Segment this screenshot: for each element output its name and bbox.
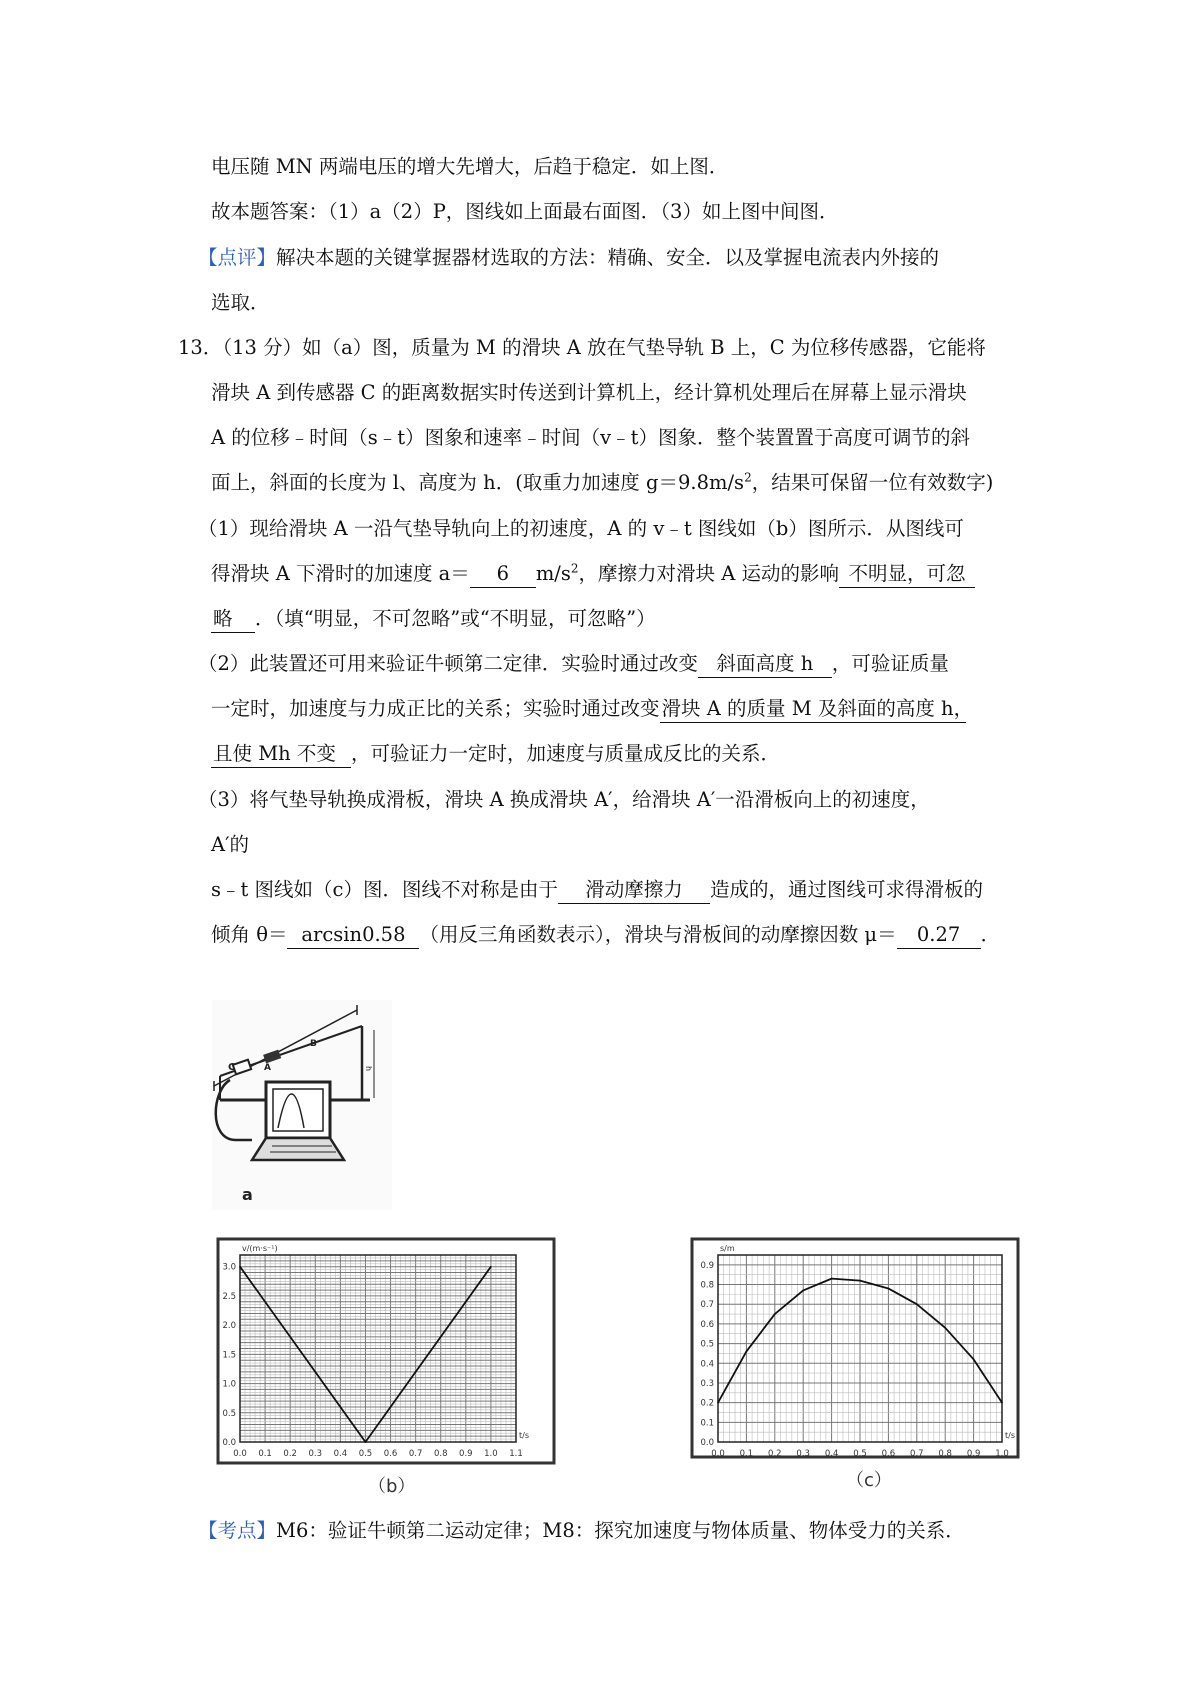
chart-b-x-tick-label: 0.3 — [308, 1449, 323, 1459]
part-2-line: （2）此装置还可用来验证牛顿第二定律．实验时通过改变 斜面高度 h ，可验证质量 — [198, 649, 949, 679]
footer-line: 【考点】M6：验证牛顿第二运动定律；M8：探究加速度与物体质量、物体受力的关系． — [198, 1519, 965, 1542]
chart-c-data-point — [774, 1313, 776, 1315]
chart-c-x-tick-label: 1.0 — [995, 1449, 1009, 1459]
answer-friction: 不明显，可忽 — [839, 561, 975, 588]
answer-mass-height: 且使 Mh 不变 — [211, 741, 351, 768]
chart-c-x-tick-label: 0.5 — [853, 1449, 867, 1459]
review-line: 选取． — [211, 291, 270, 314]
chart-b-data-point — [239, 1266, 241, 1268]
chart-c-data-point — [859, 1280, 861, 1282]
chart-c-x-tick-label: 0.7 — [910, 1449, 924, 1459]
chart-c-data-point — [944, 1327, 946, 1329]
text-line: 面上，斜面的长度为 l、高度为 h．(取重力加速度 $g=9.8m/s^2$，结果可保留一位有效数字) — [211, 470, 994, 494]
figure-a-letter-c: C — [228, 1062, 236, 1073]
chart-b-y-tick-label: 2.0 — [222, 1321, 236, 1332]
part-1-line: （1）现给滑块 A 一沿气垫导轨向上的初速度，A 的 v﹣t 图线如（b）图所示．从图线可 — [198, 517, 964, 540]
chart-b-velocity-time — [216, 1237, 556, 1465]
chart-c-x-axis-label: t/s — [1005, 1431, 1015, 1440]
text-line: 滑块 A 到传感器 C 的距离数据实时传送到计算机上，经计算机处理后在屏幕上显示滑块 — [211, 381, 967, 404]
apparatus-drawing — [212, 1000, 392, 1210]
figure-a-letter-h: h — [364, 1066, 373, 1072]
chart-b-x-tick-label: 0.2 — [283, 1449, 297, 1459]
chart-b-y-axis-label: v/(m·s⁻¹) — [242, 1244, 278, 1253]
chart-c-x-tick-label: 0.4 — [824, 1449, 839, 1459]
answer-incline-height: 斜面高度 h — [698, 651, 832, 678]
review-tag: 【点评】 — [198, 246, 277, 269]
chart-b-caption: （b） — [368, 1476, 416, 1497]
chart-c-y-tick-label: 0.8 — [700, 1280, 714, 1291]
chart-c-x-tick-label: 0.6 — [881, 1449, 896, 1459]
text-line: A 的位移﹣时间（s﹣t）图象和速率﹣时间（v﹣t）图象．整个装置置于高度可调节的斜 — [211, 426, 970, 449]
chart-c-x-tick-label: 0.2 — [768, 1449, 782, 1459]
chart-c-y-tick-label: 0.2 — [700, 1398, 714, 1409]
chart-b-x-tick-label: 0.0 — [233, 1449, 247, 1459]
answer-cause: 滑动摩擦力 — [558, 877, 710, 904]
answer-acceleration: 6 — [470, 561, 536, 588]
question-number: 13． — [178, 336, 223, 359]
chart-c-y-tick-label: 0.3 — [700, 1378, 714, 1389]
answer-theta: arcsin0.58 — [287, 922, 419, 949]
chart-c-data-point — [831, 1278, 833, 1280]
chart-b-x-tick-label: 1.0 — [484, 1449, 498, 1459]
chart-c-x-tick-label: 0.8 — [938, 1449, 952, 1459]
chart-c-caption: （c） — [846, 1470, 892, 1491]
part-3-line: （3）将气垫导轨换成滑板，滑块 A 换成滑块 A′，给滑块 A′一沿滑板向上的初速度， — [198, 788, 930, 811]
chart-b-y-tick-label: 1.0 — [222, 1379, 236, 1390]
chart-b-x-tick-label: 0.5 — [358, 1449, 373, 1459]
question-13-intro: 13．（13 分）如（a）图，质量为 M 的滑块 A 放在气垫导轨 B 上，C 为位移传感器，它能将 — [178, 336, 986, 359]
chart-c-x-tick-label: 0.0 — [711, 1449, 725, 1459]
chart-c-data-point — [802, 1290, 804, 1292]
chart-b-x-tick-label: 0.8 — [433, 1449, 448, 1459]
chart-c-y-tick-label: 0.6 — [700, 1319, 714, 1330]
chart-b-x-tick-label: 0.9 — [459, 1449, 473, 1459]
chart-b-y-tick-label: 2.5 — [222, 1291, 236, 1302]
chart-c-data-point — [916, 1303, 918, 1305]
part-3-line: s﹣t 图线如（c）图．图线不对称是由于 滑动摩擦力 造成的，通过图线可求得滑板的 — [211, 875, 983, 905]
part-2-line: 一定时，加速度与力成正比的关系；实验时通过改变 滑块 A 的质量 M 及斜面的高度 h， — [211, 694, 966, 724]
answer-summary: 故本题答案：（1）a（2）P，图线如上面最右面图．（3）如上图中间图． — [211, 200, 839, 223]
figure-a-letter-b: B — [310, 1039, 317, 1049]
chart-c-data-point — [973, 1359, 975, 1361]
part-1-line: 得滑块 A 下滑时的加速度 a＝ 6 $m/s^2$，摩擦力对滑块 A 运动的影响 不明显，可忽 — [211, 559, 975, 589]
answer-friction: 略 — [211, 606, 255, 633]
review-line: 【点评】解决本题的关键掌握器材选取的方法：精确、安全．以及掌握电流表内外接的 — [198, 246, 940, 269]
chart-c-x-tick-label: 0.9 — [966, 1449, 981, 1459]
chart-c-data-point — [746, 1351, 748, 1353]
text-line: 电压随 MN 两端电压的增大先增大，后趋于稳定．如上图． — [211, 155, 729, 178]
figure-a-apparatus — [212, 1000, 392, 1210]
topic-tag: 【考点】 — [198, 1519, 277, 1542]
figure-a-letter-a: A — [264, 1063, 271, 1073]
chart-c-y-tick-label: 0.9 — [700, 1260, 714, 1271]
chart-c-y-tick-label: 0.5 — [700, 1339, 714, 1350]
chart-b-x-tick-label: 0.7 — [408, 1449, 423, 1459]
part-3-line: A′的 — [211, 833, 250, 856]
chart-c-y-axis-label: s/m — [720, 1244, 735, 1253]
answer-mass-height: 滑块 A 的质量 M 及斜面的高度 h， — [660, 696, 966, 723]
chart-b-x-axis-label: t/s — [519, 1431, 529, 1440]
answer-mu: 0.27 — [897, 922, 981, 949]
chart-b-y-tick-label: 0.5 — [222, 1408, 236, 1419]
chart-c-position-time — [690, 1237, 1020, 1459]
chart-c-y-tick-label: 0.7 — [700, 1300, 714, 1311]
chart-b-x-tick-label: 0.1 — [258, 1449, 272, 1459]
chart-c-data-point — [1001, 1402, 1003, 1404]
part-3-line: 倾角 θ＝ arcsin0.58 （用反三角函数表示），滑块与滑板间的动摩擦因数 μ＝ 0.27 ． — [211, 920, 1000, 950]
chart-b-x-tick-label: 1.1 — [509, 1449, 523, 1459]
part-1-line: 略 ．（填“明显，不可忽略”或“不明显，可忽略”） — [211, 604, 656, 634]
chart-c-y-tick-label: 0.4 — [700, 1359, 714, 1370]
chart-b-y-tick-label: 0.0 — [222, 1438, 236, 1448]
chart-b-data-point — [365, 1441, 367, 1443]
part-2-line: 且使 Mh 不变 ，可验证力一定时，加速度与质量成反比的关系． — [211, 739, 780, 769]
chart-c-y-tick-label: 0.0 — [700, 1438, 714, 1448]
chart-c-data-point — [717, 1402, 719, 1404]
chart-b-y-tick-label: 3.0 — [222, 1262, 236, 1273]
chart-c-data-point — [888, 1288, 890, 1290]
chart-b-y-tick-label: 1.5 — [222, 1350, 236, 1361]
chart-c-y-tick-label: 0.1 — [700, 1418, 714, 1429]
chart-b-x-tick-label: 0.4 — [333, 1449, 348, 1459]
chart-c-x-tick-label: 0.3 — [796, 1449, 810, 1459]
chart-b-x-tick-label: 0.6 — [383, 1449, 398, 1459]
chart-b-data-point — [490, 1266, 492, 1268]
chart-c-x-tick-label: 0.1 — [739, 1449, 754, 1459]
figure-a-label: a — [242, 1185, 253, 1204]
